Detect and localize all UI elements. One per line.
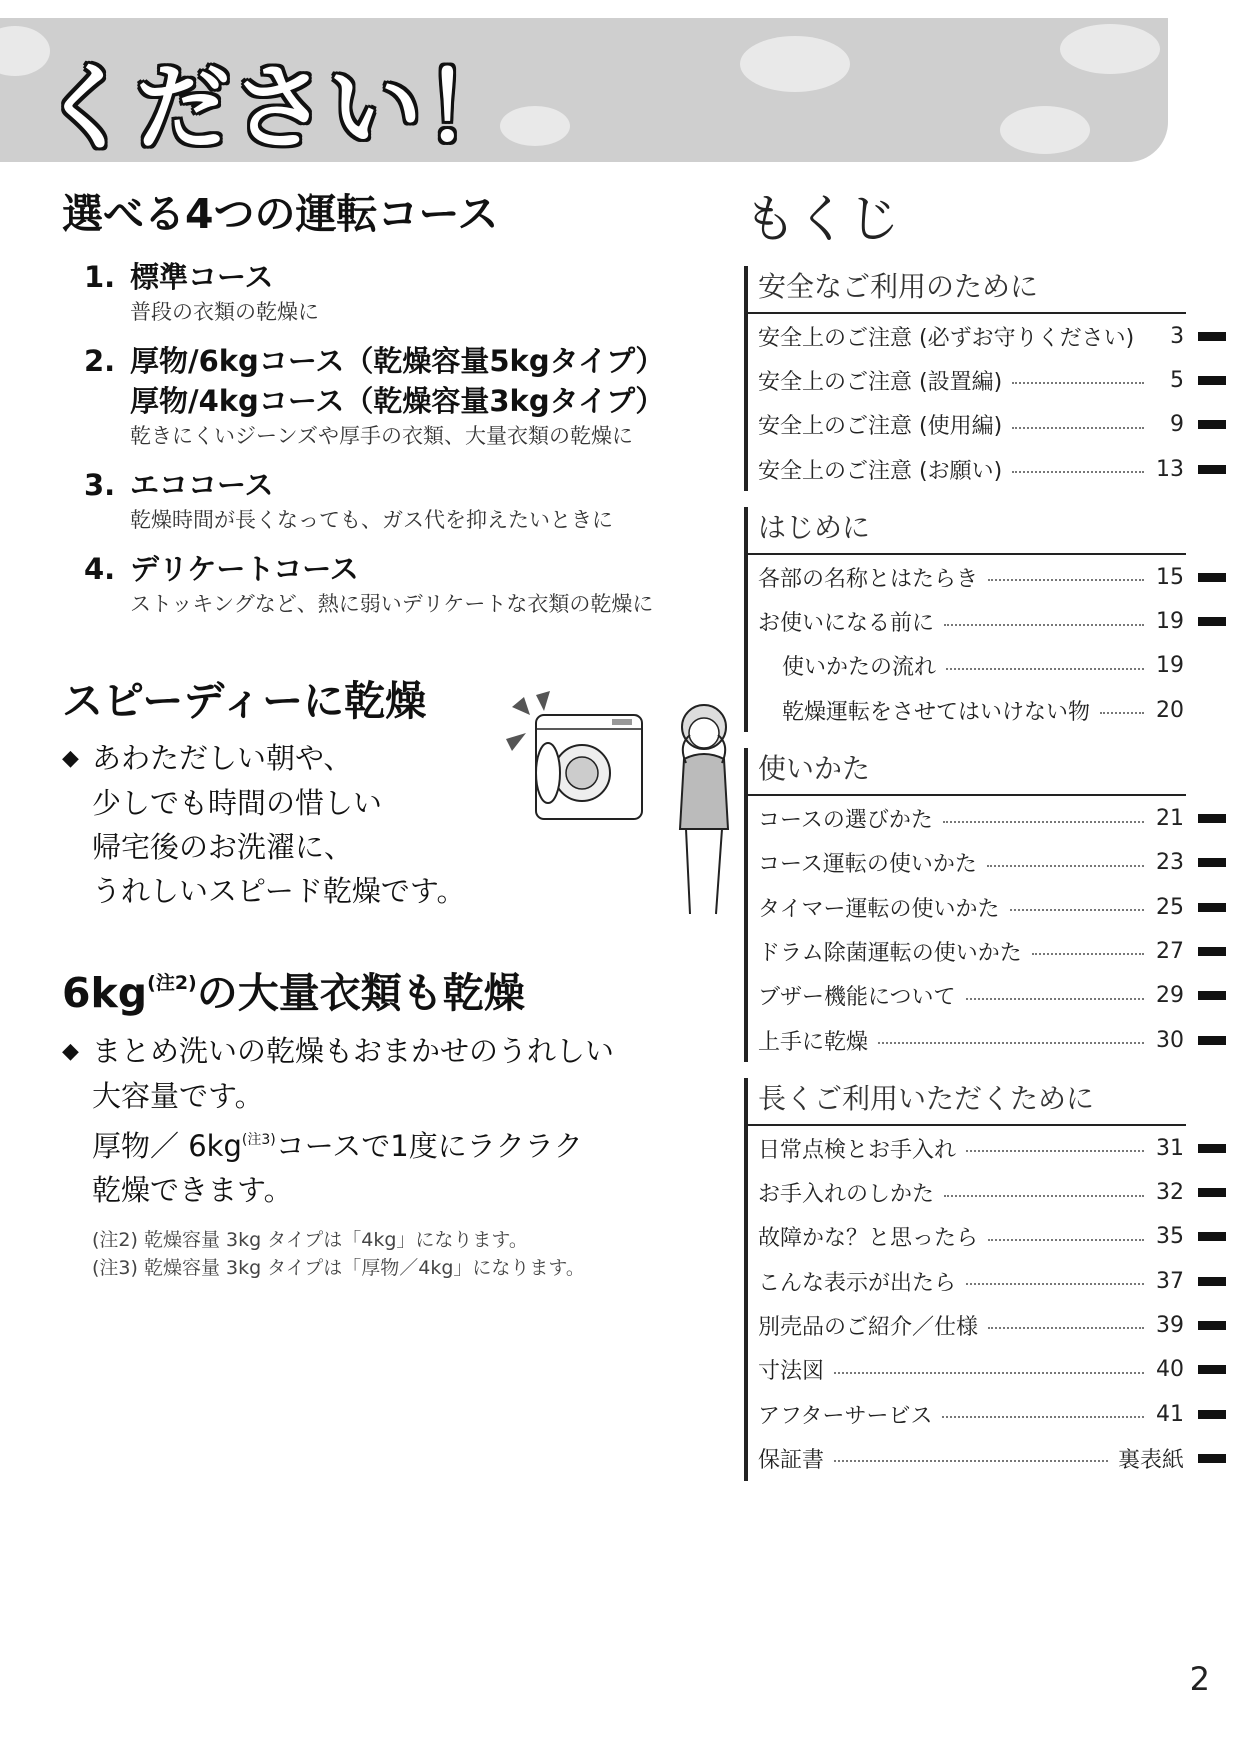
toc-section: [744, 507, 1230, 732]
dot-leader: [946, 668, 1144, 670]
toc-entry-page: 40: [1156, 1357, 1184, 1383]
toc-entry-page: 19: [1156, 609, 1184, 635]
toc-entry-page: 20: [1156, 697, 1184, 723]
capacity-section: [62, 969, 722, 1281]
cloud-decoration: [740, 36, 850, 92]
course-description: 乾きにくいジーンズや厚手の衣類、大量衣類の乾燥に: [130, 424, 633, 449]
toc-entry[interactable]: [748, 796, 1230, 840]
dot-leader: [834, 1460, 1108, 1462]
dot-leader: [1100, 712, 1144, 714]
section-tab-marker: [1198, 947, 1226, 956]
toc-entry-label: 寸法図: [758, 1359, 825, 1385]
toc-entry-label: 保証書: [758, 1447, 825, 1473]
dot-leader: [966, 1150, 1144, 1152]
course-description: 乾燥時間が長くなっても、ガス代を抑えたいときに: [130, 508, 613, 533]
toc-entry[interactable]: [748, 555, 1230, 599]
toc-entry-label: コースの選びかた: [758, 808, 933, 834]
toc-entry-page: 31: [1156, 1135, 1184, 1161]
toc-entry-label: お手入れのしかた: [758, 1182, 935, 1208]
toc-entry-page: 23: [1156, 850, 1184, 876]
page-number: 2: [1189, 1660, 1210, 1698]
toc-entry-label: 乾燥運転をさせてはいけない物: [782, 699, 1091, 725]
speed-section: [62, 677, 722, 913]
section-tab-marker: [1198, 1277, 1226, 1286]
dot-leader: [966, 998, 1144, 1000]
section-tab-marker: [1198, 1454, 1226, 1463]
dot-leader: [1012, 382, 1144, 384]
toc-entry-label: 上手に乾燥: [758, 1029, 869, 1055]
toc-entry-page: 19: [1156, 653, 1184, 679]
course-name: 厚物/6kgコース（乾燥容量5kgタイプ）: [130, 344, 665, 379]
dot-leader: [1012, 427, 1144, 429]
toc-entry-page: 25: [1156, 894, 1184, 920]
toc-entry-page: 3: [1170, 323, 1185, 349]
section-tab-marker: [1198, 573, 1226, 582]
speed-text: ◆ あわただしい朝や、 少しでも時間の惜しい 帰宅後のお洗濯に、 うれしいスピード乾燥です。: [62, 736, 722, 913]
toc-entry[interactable]: [748, 403, 1230, 447]
toc-entry-label: アフターサービス: [758, 1403, 933, 1429]
toc-entry-label: 安全上のご注意 (必ずお守りください): [758, 325, 1135, 351]
toc-entry-page: 30: [1156, 1027, 1184, 1053]
course-item: [84, 257, 722, 327]
section-tab-marker: [1198, 661, 1226, 670]
toc-entry[interactable]: [748, 1348, 1230, 1392]
section-tab-marker: [1198, 1036, 1226, 1045]
course-name: 厚物/4kgコース（乾燥容量3kgタイプ）: [130, 384, 665, 419]
course-item: [84, 341, 722, 451]
header-banner: [0, 18, 1168, 162]
dot-leader: [878, 1042, 1144, 1044]
toc-entry[interactable]: [748, 1018, 1230, 1062]
dot-leader: [1032, 953, 1144, 955]
page-title: ください！: [40, 54, 521, 162]
toc-entry-page: 32: [1156, 1180, 1184, 1206]
toc-entry-page: 37: [1156, 1268, 1184, 1294]
dot-leader: [988, 1327, 1144, 1329]
toc-entry[interactable]: [748, 688, 1230, 732]
toc-entry-label: 安全上のご注意 (使用編): [758, 414, 1003, 440]
section-tab-marker: [1198, 1321, 1226, 1330]
section-tab-marker: [1198, 1144, 1226, 1153]
toc-section-heading: 安全なご利用のために: [748, 266, 1186, 314]
course-name: 標準コース: [130, 260, 274, 295]
toc-entry[interactable]: [748, 841, 1230, 885]
toc-entry-label: 各部の名称とはたらき: [758, 566, 979, 592]
course-number: 2.: [84, 344, 116, 379]
dot-leader: [944, 1195, 1144, 1197]
toc-entry-label: 使いかたの流れ: [782, 655, 937, 681]
toc-section-heading: 長くご利用いただくために: [748, 1078, 1186, 1126]
section-tab-marker: [1198, 858, 1226, 867]
toc-entry-label: ブザー機能について: [758, 985, 956, 1011]
toc-entry[interactable]: [748, 1392, 1230, 1436]
section-tab-marker: [1198, 332, 1226, 341]
toc-section-heading: はじめに: [748, 507, 1186, 555]
toc-section-heading: 使いかた: [748, 748, 1186, 796]
section-tab-marker: [1198, 1365, 1226, 1374]
toc-entry-page: 21: [1156, 806, 1184, 832]
dot-leader: [834, 1372, 1144, 1374]
course-description: ストッキングなど、熱に弱いデリケートな衣類の乾燥に: [130, 592, 654, 617]
diamond-bullet-icon: ◆: [62, 1038, 79, 1064]
cloud-decoration: [1000, 106, 1090, 154]
toc-entry-page: 9: [1170, 412, 1184, 438]
toc-entry-label: タイマー運転の使いかた: [758, 896, 1000, 922]
toc-entry-label: 日常点検とお手入れ: [758, 1137, 957, 1163]
toc-entry[interactable]: [748, 599, 1230, 643]
toc-entry[interactable]: [748, 644, 1230, 688]
toc-entry-page: 裏表紙: [1117, 1447, 1184, 1473]
dot-leader: [987, 865, 1144, 867]
capacity-heading: $6kg^{(注2)}$の大量衣類も乾燥: [62, 969, 525, 1018]
toc-entry-page: 29: [1156, 983, 1184, 1009]
dot-leader: [988, 1239, 1144, 1241]
section-tab-marker: [1198, 420, 1226, 429]
dot-leader: [1012, 471, 1144, 473]
courses-heading: 選べる4つの運転コース: [62, 190, 499, 238]
toc-entry[interactable]: [748, 1436, 1230, 1480]
dot-leader: [942, 1416, 1144, 1418]
toc-entry-label: ドラム除菌運転の使いかた: [758, 940, 1022, 966]
dot-leader: [1010, 909, 1144, 911]
toc-entry[interactable]: [748, 1126, 1230, 1170]
toc-section: [744, 748, 1230, 1062]
toc-entry-page: 27: [1156, 938, 1184, 964]
toc-entry-label: 別売品のご紹介／仕様: [758, 1314, 979, 1340]
toc-sections: [744, 266, 1230, 1481]
toc-entry-page: 15: [1156, 564, 1184, 590]
toc-entry[interactable]: [748, 1303, 1230, 1347]
course-number: 4.: [84, 552, 116, 587]
footnotes: [62, 1226, 722, 1282]
toc-entry-label: コース運転の使いかた: [758, 852, 977, 878]
section-tab-marker: [1198, 814, 1226, 823]
toc-entry[interactable]: [748, 314, 1230, 358]
dot-leader: [966, 1283, 1144, 1285]
section-tab-marker: [1198, 903, 1226, 912]
footnote: (注2) 乾燥容量 3kg タイプは「4kg」になります。: [92, 1228, 528, 1251]
toc-entry[interactable]: [748, 358, 1230, 402]
cloud-decoration: [1060, 24, 1160, 74]
section-tab-marker: [1198, 991, 1226, 1000]
toc-section: [744, 1078, 1230, 1480]
section-tab-marker: [1198, 706, 1226, 715]
toc-section: [744, 266, 1230, 491]
toc-entry-label: 故障かな？と思ったら: [758, 1226, 979, 1252]
course-list: [84, 257, 722, 619]
footnote: (注3) 乾燥容量 3kg タイプは「厚物／4kg」になります。: [92, 1256, 585, 1279]
section-tab-marker: [1198, 1188, 1226, 1197]
section-tab-marker: [1198, 617, 1226, 626]
course-number: 3.: [84, 468, 116, 503]
toc-entry[interactable]: [748, 447, 1230, 491]
toc-entry[interactable]: [748, 929, 1230, 973]
section-tab-marker: [1198, 376, 1226, 385]
course-name: エココース: [130, 468, 274, 503]
toc-entry[interactable]: [748, 1215, 1230, 1259]
features-column: [62, 190, 722, 1282]
toc-entry-page: 35: [1156, 1224, 1184, 1250]
toc-title: もくじ: [744, 190, 901, 250]
toc-entry[interactable]: [748, 1259, 1230, 1303]
toc-entry-label: お使いになる前に: [758, 611, 935, 637]
section-tab-marker: [1198, 1232, 1226, 1241]
speed-heading: スピーディーに乾燥: [62, 677, 427, 726]
toc-entry[interactable]: [748, 885, 1230, 929]
toc-entry[interactable]: [748, 974, 1230, 1018]
toc-entry-page: 39: [1156, 1312, 1184, 1338]
toc-entry[interactable]: [748, 1170, 1230, 1214]
section-tab-marker: [1198, 1410, 1226, 1419]
dot-leader: [944, 624, 1144, 626]
toc-entry-page: 41: [1156, 1401, 1184, 1427]
toc-entry-page: 5: [1170, 367, 1184, 393]
toc-entry-label: 安全上のご注意 (設置編): [758, 369, 1003, 395]
toc-entry-label: 安全上のご注意 (お願い): [758, 458, 1003, 484]
dot-leader: [988, 579, 1144, 581]
section-tab-marker: [1198, 465, 1226, 474]
course-item: [84, 465, 722, 535]
dryer-and-woman-illustration: [502, 689, 782, 919]
toc-entry-label: こんな表示が出たら: [758, 1270, 957, 1296]
table-of-contents: [744, 190, 1230, 1497]
course-description: 普段の衣類の乾燥に: [130, 300, 319, 325]
diamond-bullet-icon: ◆: [62, 746, 79, 772]
dot-leader: [943, 821, 1144, 823]
course-item: [84, 549, 722, 619]
toc-entry-page: 13: [1156, 456, 1184, 482]
course-number: 1.: [84, 260, 116, 295]
capacity-text: ◆ まとめ洗いの乾燥もおまかせのうれしい 大容量です。 厚物／ $6kg^{(注3)}$コースで1度にラクラク 乾燥できます。: [62, 1029, 722, 1212]
course-name: デリケートコース: [130, 552, 359, 587]
